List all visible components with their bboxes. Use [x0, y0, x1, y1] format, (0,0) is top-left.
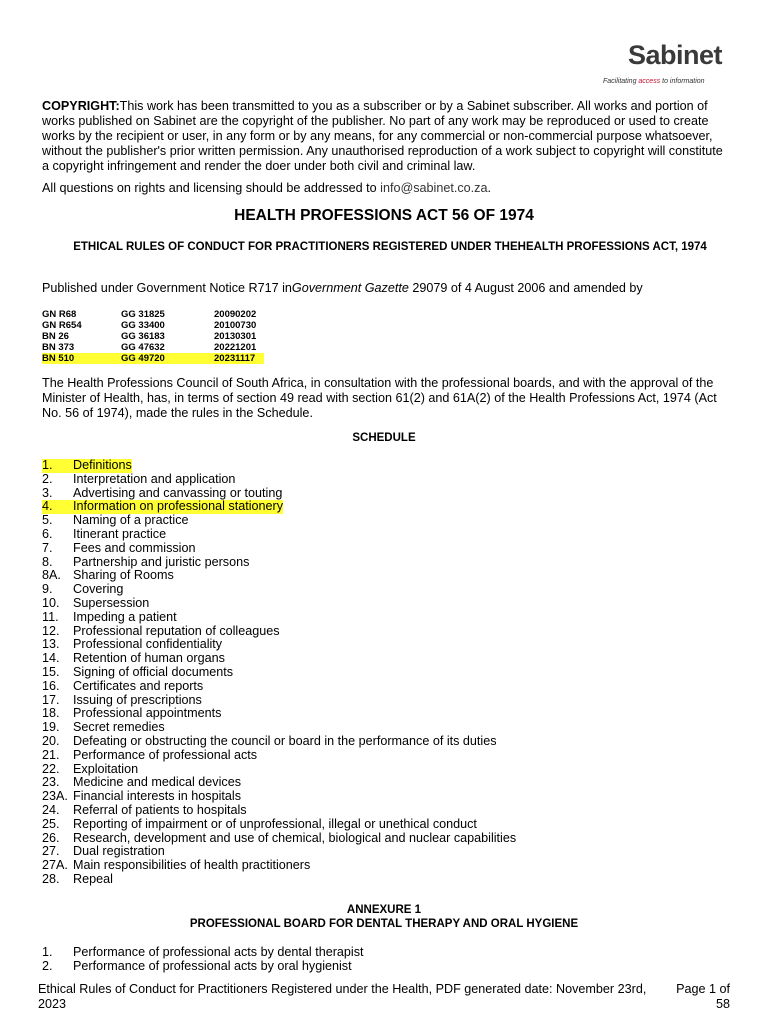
item-number: 17.	[42, 692, 60, 707]
schedule-heading: SCHEDULE	[352, 432, 416, 444]
item-number: 28.	[42, 871, 60, 886]
amendment-row-highlighted: BN 510 GG 49720 20231117	[42, 353, 264, 364]
item-number: 2.	[42, 958, 53, 973]
item-text: Covering	[73, 582, 124, 597]
item-text: Performance of professional acts by oral hygienist	[73, 958, 352, 973]
item-number: 8A.	[42, 568, 61, 583]
item-text: Certificates and reports	[73, 678, 204, 693]
item-text: Naming of a practice	[73, 513, 189, 528]
item-text: Itinerant practice	[73, 526, 167, 541]
item-number: 2.	[42, 471, 53, 486]
item-text: Repeal	[73, 871, 113, 886]
item-text: Referral of patients to hospitals	[73, 802, 247, 817]
amendment-row: GN R68 GG 31825 20090202	[42, 309, 257, 320]
amendment-row: GN R654 GG 33400 20100730	[42, 320, 257, 331]
item-number: 22.	[42, 761, 60, 776]
item-text: Performance of professional acts by dental therapist	[73, 945, 364, 959]
copyright-notice	[42, 99, 732, 174]
item-number: 1.	[42, 459, 73, 473]
item-number: 10.	[42, 595, 60, 610]
amendment-row: BN 26 GG 36183 20130301	[42, 331, 257, 342]
logo-tagline: Facilitating access to information	[603, 78, 705, 85]
amendment-row: BN 373 GG 47632 20221201	[42, 342, 257, 353]
published-notice: Published under Government Notice R717 inGovernment Gazette 29079 of 4 August 2006 and amended by	[42, 281, 643, 295]
item-text: Performance of professional acts	[73, 747, 258, 762]
item-text: Advertising and canvassing or touting	[73, 485, 283, 500]
logo-wordmark: Sabinet	[628, 40, 723, 70]
item-number: 23.	[42, 775, 60, 790]
item-text: Medicine and medical devices	[73, 775, 242, 790]
item-number: 19.	[42, 720, 60, 735]
item-text: Main responsibilities of health practitioners	[73, 858, 311, 873]
item-text: Research, development and use of chemical, biological and nuclear capabilities	[73, 830, 517, 845]
footer-page-number: Page 1 of 58	[676, 982, 730, 1011]
item-number: 25.	[42, 816, 60, 831]
item-text: Fees and commission	[73, 540, 196, 555]
rights-notice: All questions on rights and licensing should be addressed to info@sabinet.co.za.	[42, 181, 491, 195]
copyright-label: COPYRIGHT:	[42, 99, 120, 113]
item-text: Secret remedies	[73, 720, 165, 735]
item-number: 13.	[42, 637, 60, 652]
item-number: 7.	[42, 540, 53, 555]
item-number: 24.	[42, 802, 60, 817]
item-number: 27A.	[42, 858, 68, 873]
item-text: Dual registration	[73, 844, 165, 859]
item-number: 21.	[42, 747, 60, 762]
item-number: 6.	[42, 526, 53, 541]
item-number: 16.	[42, 678, 60, 693]
sabinet-logo	[603, 40, 723, 90]
item-number: 20.	[42, 733, 60, 748]
item-text: Financial interests in hospitals	[73, 789, 241, 804]
item-text: Defeating or obstructing the council or board in the performance of its duties	[73, 733, 497, 748]
item-number: 8.	[42, 554, 53, 569]
item-number: 15.	[42, 664, 60, 679]
item-text: Information on professional stationery	[73, 499, 284, 514]
item-text: Impeding a patient	[73, 609, 177, 624]
item-number: 14.	[42, 651, 60, 666]
item-text: Partnership and juristic persons	[73, 554, 250, 569]
item-text: Professional appointments	[73, 706, 222, 721]
item-text: Definitions	[73, 458, 132, 472]
item-number: 27.	[42, 844, 60, 859]
item-number: 4.	[42, 500, 73, 514]
item-text: Professional confidentiality	[73, 637, 223, 652]
email-link[interactable]: info@sabinet.co.za	[380, 181, 488, 195]
item-number: 18.	[42, 706, 60, 721]
item-number: 9.	[42, 582, 53, 597]
intro-paragraph: The Health Professions Council of South Africa, in consultation with the professional boards, and with the approval of the Minister of Health, has, in terms of section 49 read with section 61(2) and 61A(2) of the Health Professions Act, 1974 (Act No. 56 of 1974), made the rules in the Schedule.	[42, 376, 717, 420]
item-number: 26.	[42, 830, 60, 845]
footer-document-info: Ethical Rules of Conduct for Practitioners Registered under the Health, PDF generated date: November 23rd, 2023	[38, 982, 647, 1011]
item-number: 23A.	[42, 789, 68, 804]
item-text: Supersession	[73, 595, 150, 610]
item-text: Signing of official documents	[73, 664, 234, 679]
amendment-table	[42, 309, 264, 364]
annexure-title: PROFESSIONAL BOARD FOR DENTAL THERAPY AND ORAL HYGIENE	[189, 918, 579, 930]
annexure-heading: ANNEXURE 1	[346, 904, 422, 916]
item-text: Professional reputation of colleagues	[73, 623, 280, 638]
document-title: HEALTH PROFESSIONS ACT 56 OF 1974	[234, 207, 534, 224]
item-text: Exploitation	[73, 761, 139, 776]
item-number: 11.	[42, 609, 59, 624]
item-number: 1.	[42, 945, 53, 959]
item-number: 5.	[42, 513, 53, 528]
item-number: 12.	[42, 623, 60, 638]
item-text: Reporting of impairment or of unprofessional, illegal or unethical conduct	[73, 816, 477, 831]
item-text: Interpretation and application	[73, 471, 236, 486]
copyright-text: This work has been transmitted to you as a subscriber or by a Sabinet subscriber. All works and portion of works published on Sabinet are the copyright of the publisher. No part of any work may be reproduced or used to create works by the recipient or user, in any form or by any means, for any commercial or non-commercial purpose whatsoever, without the publisher's prior written permission. Any unauthorised reproduction of a work subject to copyright will constitute a copyright infringement and render the doer under both civil and criminal law.	[42, 99, 723, 173]
item-text: Sharing of Rooms	[73, 568, 174, 583]
document-subtitle: ETHICAL RULES OF CONDUCT FOR PRACTITIONERS REGISTERED UNDER THEHEALTH PROFESSIONS ACT, 1974	[73, 241, 707, 253]
item-number: 3.	[42, 485, 53, 500]
item-text: Issuing of prescriptions	[73, 692, 202, 707]
item-text: Retention of human organs	[73, 651, 225, 666]
